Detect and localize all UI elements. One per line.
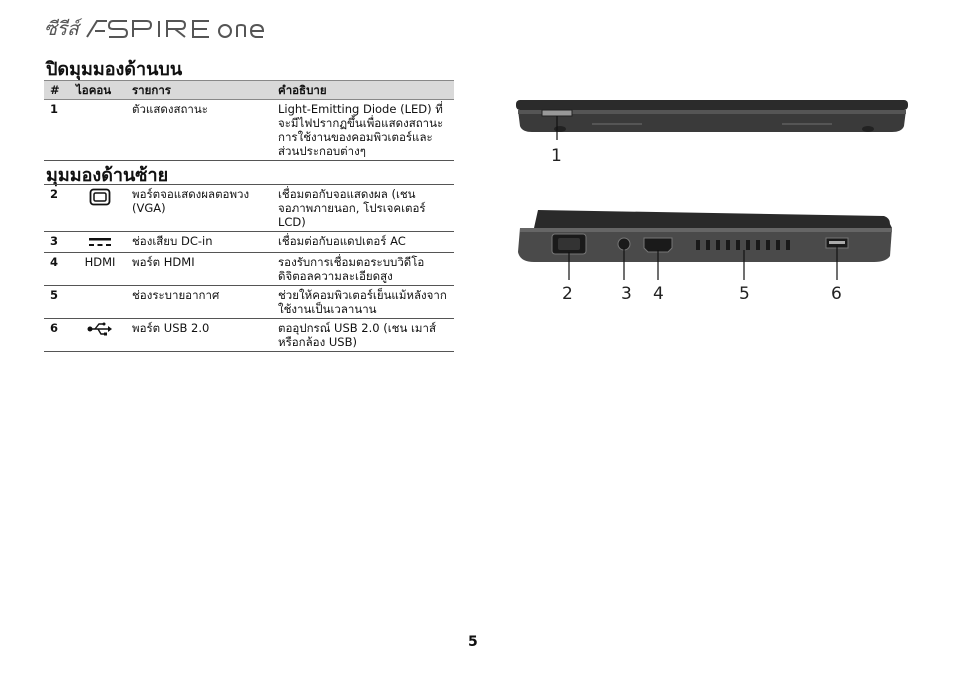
left-view-table [44,184,454,352]
table-row [44,253,454,286]
aspire-one-logo [85,17,275,41]
row-item: ช่องเสียบ DC-in [128,232,274,253]
row-description: ตออุปกรณ์ USB 2.0 (เชน เมาส์หรือกล้อง USB) [274,319,454,352]
table-row [44,286,454,319]
row-number: 1 [44,100,72,161]
row-icon [72,185,128,232]
callout-6: 6 [831,284,842,304]
vga-monitor-icon [89,188,111,206]
row-description: รองรับการเชื่อมตอระบบวิดีโอดิจิตอลความละเอียดสูง [274,253,454,286]
row-item: ช่องระบายอากาศ [128,286,274,319]
row-item: พอร์ต USB 2.0 [128,319,274,352]
row-item: พอร์ตจอแสดงผลตอพวง (VGA) [128,185,274,232]
brand-header [44,14,275,44]
row-icon [72,232,128,253]
table-header-row [44,81,454,100]
usb-icon [87,322,113,336]
row-number: 3 [44,232,72,253]
row-description: ช่วยให้คอมพิวเตอร์เย็นแม้หลังจากใช้งานเป็นเวลานาน [274,286,454,319]
row-icon [72,286,128,319]
callout-1: 1 [551,146,562,166]
row-description: Light-Emitting Diode (LED) ที่จะมีไฟปรากฏขึ้นเพื่อแสดงสถานะการใช้งานของคอมพิวเตอร์และส่วนประกอบต่างๆ [274,100,454,161]
callout-2: 2 [562,284,573,304]
row-number: 2 [44,185,72,232]
table-row [44,232,454,253]
dc-power-icon [88,235,112,249]
row-number: 5 [44,286,72,319]
callout-5: 5 [739,284,750,304]
row-item: ตัวแสดงสถานะ [128,100,274,161]
row-item: พอร์ต HDMI [128,253,274,286]
hdmi-icon-label: HDMI [72,253,128,286]
column-header-item: รายการ [128,81,274,100]
table-row [44,185,454,232]
callout-4: 4 [653,284,664,304]
row-icon [72,100,128,161]
row-icon [72,319,128,352]
row-description: เชื่อมต่อกับอแดปเตอร์ AC [274,232,454,253]
front-view-table [44,80,454,161]
table-row [44,100,454,161]
column-header-description: คำอธิบาย [274,81,454,100]
page-number: 5 [468,634,478,650]
row-number: 6 [44,319,72,352]
callout-3: 3 [621,284,632,304]
column-header-icon: ไอคอน [72,81,128,100]
column-header-number: # [44,81,72,100]
section-title-left-view: มุมมองด้านซ้าย [46,165,169,186]
laptop-left-view-illustration [514,206,894,286]
row-number: 4 [44,253,72,286]
row-description: เชื่อมตอกับจอแสดงผล (เชน จอภาพภายนอก, โปรเจคเตอร์ LCD) [274,185,454,232]
laptop-front-view-illustration [512,96,912,146]
table-row [44,319,454,352]
brand-series-label: ซีรีส์ [44,18,79,40]
section-title-top-view: ปิดมุมมองด้านบน [46,59,183,80]
